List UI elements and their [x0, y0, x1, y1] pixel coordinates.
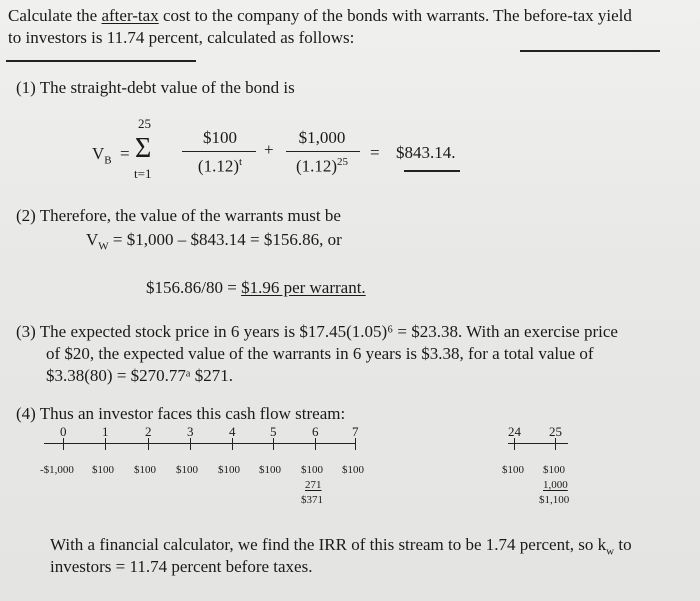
vb-symbol: $V_B$	[92, 144, 112, 167]
flow-25-principal: 1,000	[543, 479, 568, 491]
period-7: 7	[352, 424, 359, 439]
step1-heading: (1) The straight-debt value of the bond is	[16, 78, 295, 97]
tick-3	[190, 438, 191, 450]
flow-4: $100	[218, 464, 240, 476]
vb-equals: =	[120, 144, 130, 163]
flow-24: $100	[502, 464, 524, 476]
per-warrant-result: $1.96 per warrant.	[241, 278, 366, 297]
plus-sign: +	[264, 140, 274, 159]
straight-debt-result: $843.14.	[396, 143, 456, 162]
step3-line-3: $3.38(80) = $270.77ᵃ $271.	[46, 366, 234, 385]
period-24: 24	[508, 424, 521, 439]
period-2: 2	[145, 424, 152, 439]
period-25: 25	[549, 424, 562, 439]
result-underline	[404, 170, 460, 172]
flow-6-total: $371	[301, 494, 323, 506]
frac2-denominator: $(1.12)^{25}$	[295, 156, 349, 176]
step3-line-1: (3) The expected stock price in 6 years is $17.45(1.05)⁶ = $23.38. With an exercise price	[16, 322, 618, 341]
tick-24	[514, 438, 515, 450]
sigma-upper-limit: 25	[138, 116, 151, 131]
flow-6: $100	[301, 464, 323, 476]
frac2-numerator: $1,000	[298, 128, 346, 147]
period-6: 6	[312, 424, 319, 439]
timeline-axis-end	[508, 443, 568, 444]
flow-6-warrant: 271	[305, 479, 322, 491]
conclusion-line-1: With a financial calculator, we find the IRR of this stream to be 1.74 percent, so $k_w$ to	[50, 535, 632, 558]
period-4: 4	[229, 424, 236, 439]
sigma-symbol: Σ	[135, 133, 152, 164]
tick-4	[232, 438, 233, 450]
flow-0: -$1,000	[40, 464, 74, 476]
highlight-underline	[520, 50, 660, 52]
period-1: 1	[102, 424, 109, 439]
period-5: 5	[270, 424, 277, 439]
result-equals: =	[370, 143, 380, 162]
intro-line-1: Calculate the after-tax cost to the company of the bonds with warrants. The before-tax yield	[8, 6, 632, 25]
after-tax-emphasis: after-tax	[101, 6, 159, 25]
tick-1	[105, 438, 106, 450]
step4-heading: (4) Thus an investor faces this cash flow stream:	[16, 404, 346, 423]
period-3: 3	[187, 424, 194, 439]
intro-line-2: to investors is 11.74 percent, calculated as follows:	[8, 28, 355, 47]
flow-7: $100	[342, 464, 364, 476]
flow-1: $100	[92, 464, 114, 476]
tick-0	[63, 438, 64, 450]
tick-6	[315, 438, 316, 450]
step2-heading: (2) Therefore, the value of the warrants must be	[16, 206, 341, 225]
timeline-axis	[44, 443, 356, 444]
frac1-numerator: $100	[203, 128, 237, 147]
tick-7	[355, 438, 356, 450]
warrant-value-line: $V_W$ = $1,000 – $843.14 = $156.86, or	[86, 230, 342, 253]
sigma-lower-limit: t=1	[134, 166, 152, 181]
tick-2	[148, 438, 149, 450]
flow-2: $100	[134, 464, 156, 476]
conclusion-line-2: investors = 11.74 percent before taxes.	[50, 557, 313, 576]
frac1-denominator: $(1.12)^t$	[197, 156, 243, 176]
tick-25	[555, 438, 556, 450]
step3-line-2: of $20, the expected value of the warrants in 6 years is $3.38, for a total value of	[46, 344, 594, 363]
tick-5	[273, 438, 274, 450]
flow-5: $100	[259, 464, 281, 476]
flow-25-total: $1,100	[539, 494, 570, 506]
flow-3: $100	[176, 464, 198, 476]
period-0: 0	[60, 424, 67, 439]
flow-25: $100	[543, 464, 565, 476]
per-warrant-line: $156.86/80 = $1.96 per warrant.	[146, 278, 366, 297]
divider-rule	[6, 60, 196, 62]
